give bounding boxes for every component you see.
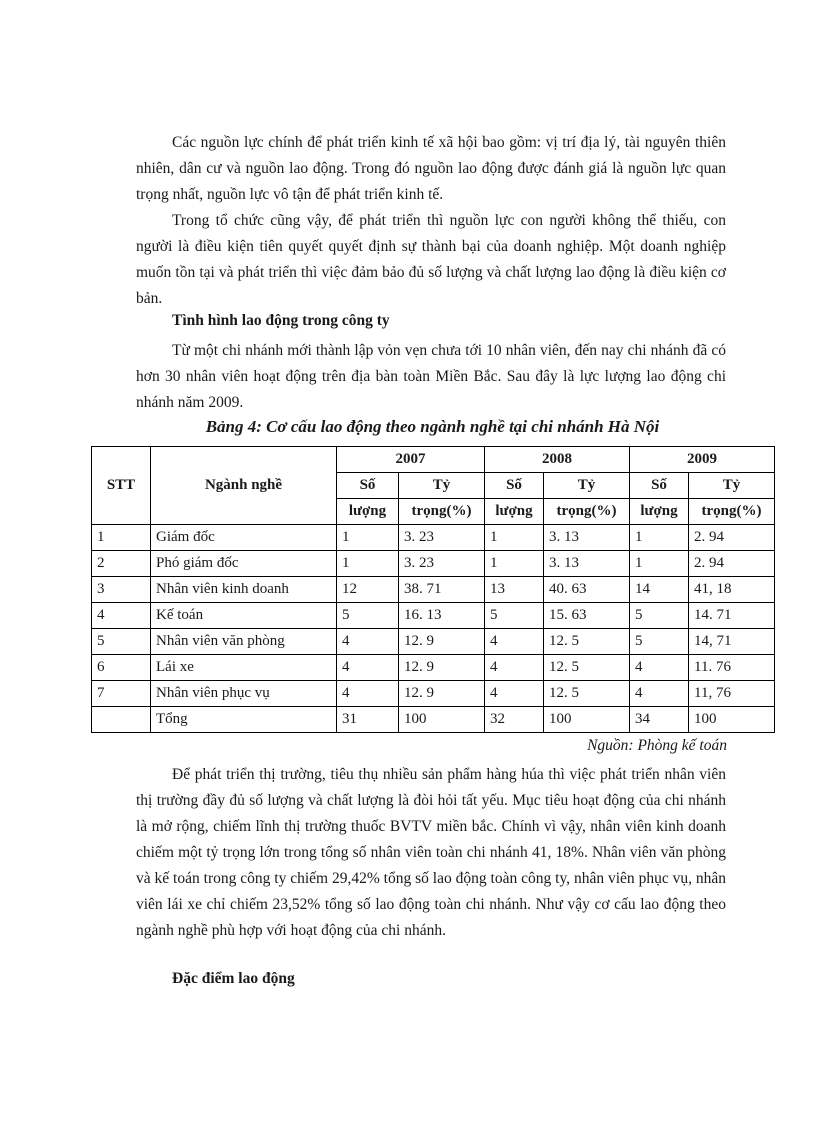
cell-stt: 6: [92, 655, 151, 681]
cell-2007-percent: 38. 71: [399, 577, 485, 603]
intro-paragraph-1: Các nguồn lực chính để phát triển kinh tế xã hội bao gồm: vị trí địa lý, tài nguyên thiên nhiên, dân cư và nguồn lao động. Trong đó nguồn lao động được đánh giá là nguồn lực quan trọng nhất, nguồn lực vô tận để phát triển kinh tế.: [136, 134, 726, 203]
cell-2009-percent: 2. 94: [689, 551, 775, 577]
cell-2007-percent: 12. 9: [399, 629, 485, 655]
cell-stt: 2: [92, 551, 151, 577]
cell-2009-count: 1: [630, 525, 689, 551]
cell-2009-percent: 11. 76: [689, 655, 775, 681]
cell-name: Nhân viên phục vụ: [151, 681, 337, 707]
header-so-luong-2: lượng: [337, 499, 399, 525]
cell-2008-count: 32: [485, 707, 544, 733]
cell-stt: 5: [92, 629, 151, 655]
cell-name: Tổng: [151, 707, 337, 733]
cell-2008-percent: 12. 5: [544, 681, 630, 707]
cell-2007-count: 31: [337, 707, 399, 733]
cell-2009-count: 1: [630, 551, 689, 577]
header-ty-trong: Tỷ: [399, 473, 485, 499]
cell-2009-count: 4: [630, 681, 689, 707]
cell-2008-percent: 12. 5: [544, 655, 630, 681]
cell-2008-count: 4: [485, 629, 544, 655]
cell-2008-percent: 15. 63: [544, 603, 630, 629]
header-year-2009: 2009: [630, 447, 775, 473]
header-so-luong-2: lượng: [630, 499, 689, 525]
cell-2008-percent: 100: [544, 707, 630, 733]
cell-2009-percent: 41, 18: [689, 577, 775, 603]
cell-2007-percent: 100: [399, 707, 485, 733]
cell-2009-percent: 2. 94: [689, 525, 775, 551]
cell-stt: 3: [92, 577, 151, 603]
intro-paragraph-2: Trong tổ chức cũng vậy, để phát triển thì nguồn lực con người không thể thiếu, con người là điều kiện tiên quyết quyết định sự thành bại của doanh nghiệp. Một doanh nghiệp muốn tồn tại và phát triển thì việc đảm bảo đủ số lượng và chất lượng lao động là điều kiện cơ bản.: [136, 212, 726, 307]
cell-2007-percent: 3. 23: [399, 551, 485, 577]
cell-stt: 4: [92, 603, 151, 629]
header-ty-trong-2: trọng(%): [399, 499, 485, 525]
cell-2009-percent: 14, 71: [689, 629, 775, 655]
header-year-2007: 2007: [337, 447, 485, 473]
labor-structure-table: [91, 446, 775, 733]
cell-2009-count: 14: [630, 577, 689, 603]
table-row: [92, 629, 775, 655]
cell-2007-count: 1: [337, 551, 399, 577]
cell-2009-percent: 11, 76: [689, 681, 775, 707]
cell-2008-percent: 3. 13: [544, 551, 630, 577]
table-row: [92, 603, 775, 629]
cell-2007-count: 1: [337, 525, 399, 551]
cell-2007-count: 12: [337, 577, 399, 603]
table-row: [92, 551, 775, 577]
cell-stt: [92, 707, 151, 733]
cell-stt: 1: [92, 525, 151, 551]
header-nganh-nghe: Ngành nghề: [151, 447, 337, 525]
table-row: [92, 655, 775, 681]
cell-2008-percent: 40. 63: [544, 577, 630, 603]
cell-2008-percent: 3. 13: [544, 525, 630, 551]
table-row: [92, 525, 775, 551]
header-year-2008: 2008: [485, 447, 630, 473]
header-ty-trong: Tỷ: [544, 473, 630, 499]
cell-name: Phó giám đốc: [151, 551, 337, 577]
cell-2009-percent: 100: [689, 707, 775, 733]
table-source: Nguồn: Phòng kế toán: [587, 737, 727, 754]
cell-2008-count: 1: [485, 525, 544, 551]
cell-2008-count: 1: [485, 551, 544, 577]
section-heading-labor-situation: Tình hình lao động trong công ty: [172, 312, 390, 329]
cell-2007-percent: 16. 13: [399, 603, 485, 629]
cell-2007-count: 5: [337, 603, 399, 629]
header-ty-trong-2: trọng(%): [689, 499, 775, 525]
cell-name: Nhân viên kinh doanh: [151, 577, 337, 603]
cell-2009-count: 5: [630, 603, 689, 629]
cell-2008-count: 5: [485, 603, 544, 629]
cell-name: Giám đốc: [151, 525, 337, 551]
header-so-luong: Số: [630, 473, 689, 499]
cell-2007-percent: 12. 9: [399, 655, 485, 681]
cell-2007-count: 4: [337, 629, 399, 655]
cell-2009-count: 4: [630, 655, 689, 681]
analysis-paragraph: Để phát triển thị trường, tiêu thụ nhiều sản phẩm hàng húa thì việc phát triển nhân viên thị trường đầy đủ số lượng và chất lượng là đòi hỏi tất yếu. Mục tiêu hoạt động của chi nhánh là mở rộng, chiếm lĩnh thị trường thuốc BVTV miền bắc. Chính vì vậy, nhân viên kinh doanh chiếm một tỷ trọng lớn trong tổng số nhân viên toàn chi nhánh 41, 18%. Nhân viên văn phòng và kế toán trong công ty chiếm 29,42% tổng số lao động toàn công ty, nhân viên phục vụ, nhân viên lái xe chỉ chiếm 23,52% tổng số lao động toàn chi nhánh. Như vậy cơ cấu lao động theo ngành nghề phù hợp với hoạt động của chi nhánh.: [136, 766, 726, 939]
cell-2007-percent: 12. 9: [399, 681, 485, 707]
cell-2009-percent: 14. 71: [689, 603, 775, 629]
cell-2008-count: 13: [485, 577, 544, 603]
cell-2008-count: 4: [485, 681, 544, 707]
header-ty-trong: Tỷ: [689, 473, 775, 499]
header-stt: STT: [92, 447, 151, 525]
table-row: [92, 577, 775, 603]
cell-2007-count: 4: [337, 681, 399, 707]
header-so-luong: Số: [337, 473, 399, 499]
section1-paragraph: Từ một chi nhánh mới thành lập vỏn vẹn chưa tới 10 nhân viên, đến nay chi nhánh đã có hơn 30 nhân viên hoạt động trên địa bàn toàn Miền Bắc. Sau đây là lực lượng lao động chi nhánh năm 2009.: [136, 342, 726, 411]
cell-2007-percent: 3. 23: [399, 525, 485, 551]
cell-2008-percent: 12. 5: [544, 629, 630, 655]
cell-2009-count: 5: [630, 629, 689, 655]
section-heading-labor-characteristics: Đặc điểm lao động: [172, 970, 295, 987]
table-row: [92, 681, 775, 707]
cell-stt: 7: [92, 681, 151, 707]
cell-2007-count: 4: [337, 655, 399, 681]
header-ty-trong-2: trọng(%): [544, 499, 630, 525]
cell-name: Kế toán: [151, 603, 337, 629]
table-caption: Bảng 4: Cơ cấu lao động theo ngành nghề tại chi nhánh Hà Nội: [205, 417, 660, 436]
cell-name: Lái xe: [151, 655, 337, 681]
cell-2008-count: 4: [485, 655, 544, 681]
cell-2009-count: 34: [630, 707, 689, 733]
header-so-luong-2: lượng: [485, 499, 544, 525]
table-row-total: [92, 707, 775, 733]
header-so-luong: Số: [485, 473, 544, 499]
cell-name: Nhân viên văn phòng: [151, 629, 337, 655]
